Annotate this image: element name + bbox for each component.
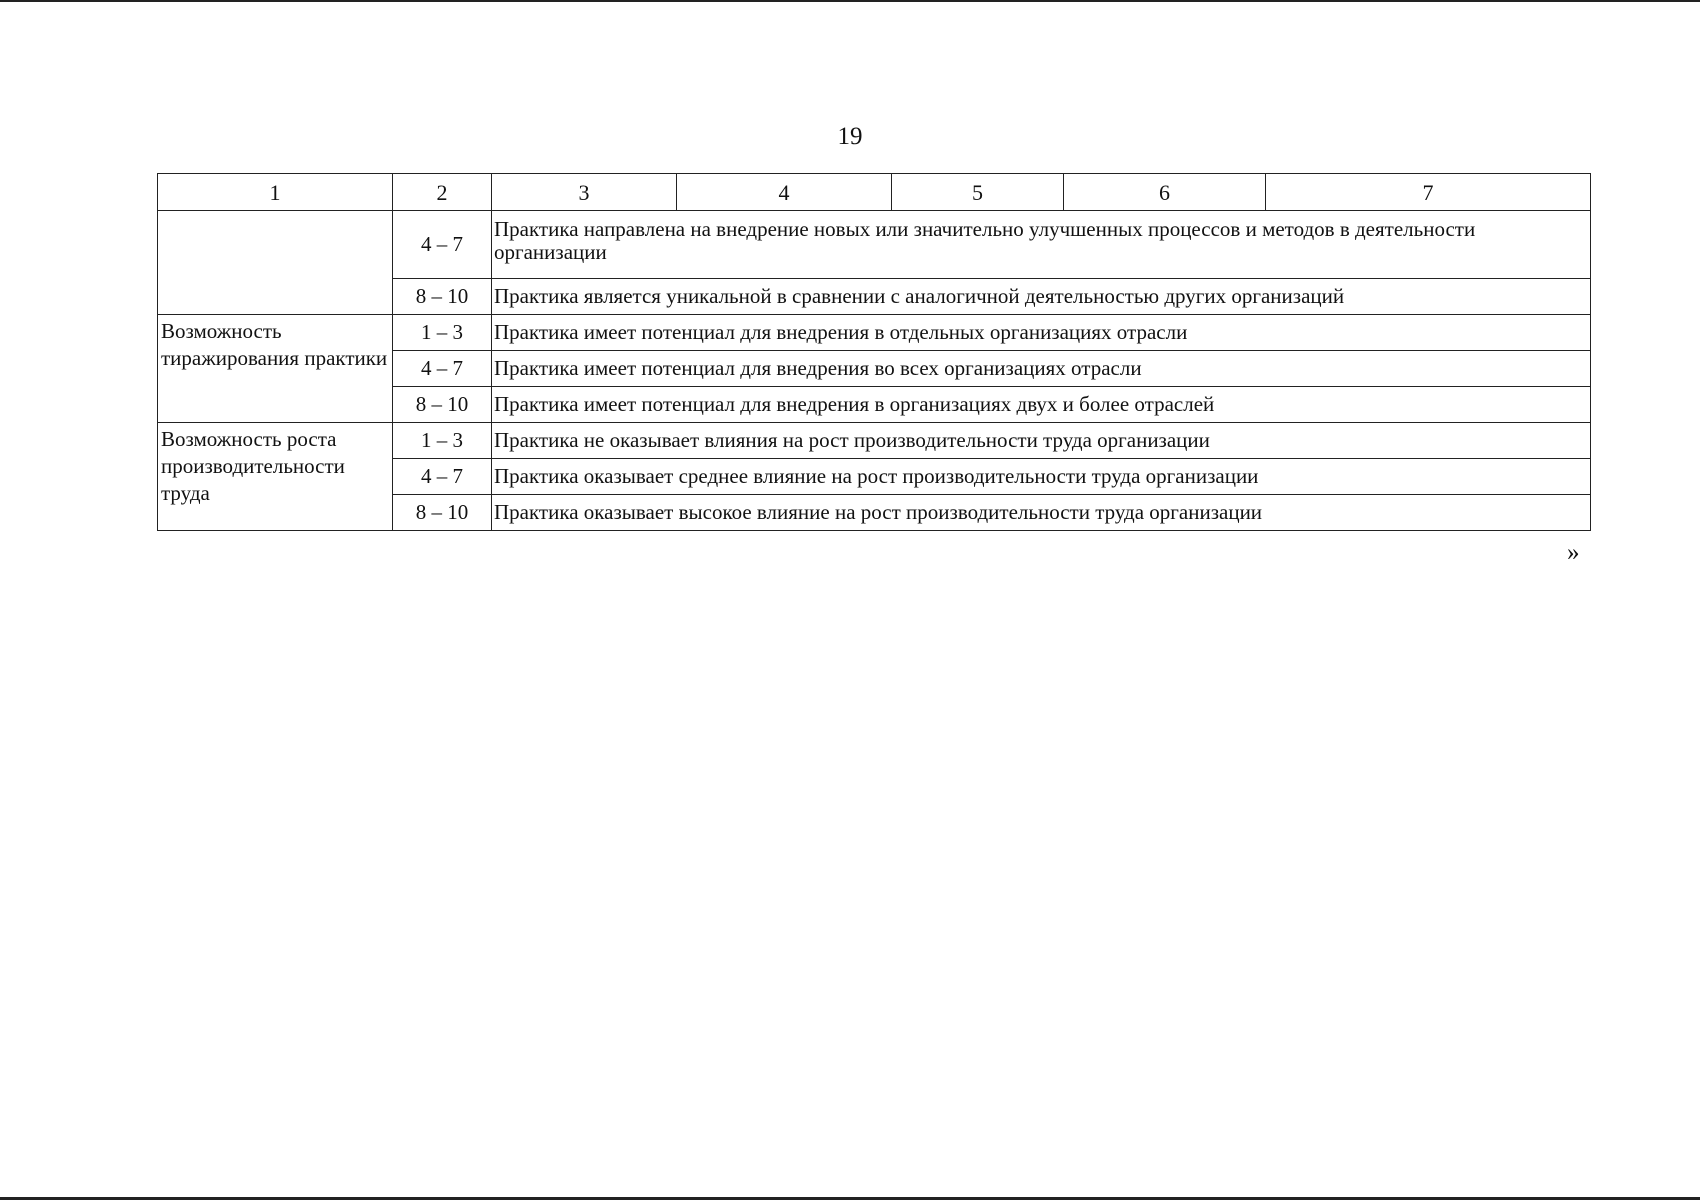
column-number-2: 2 — [393, 174, 492, 211]
criterion-cell — [158, 211, 393, 315]
score-description: Практика является уникальной в сравнении с аналогичной деятельностью других организаций — [492, 279, 1591, 315]
column-number-7: 7 — [1266, 174, 1591, 211]
score-range: 4 – 7 — [393, 351, 492, 387]
criterion-cell: Возможность тиражирования практики — [158, 315, 393, 423]
column-number-4: 4 — [677, 174, 892, 211]
page-top-edge — [0, 0, 1700, 2]
score-description: Практика имеет потенциал для внедрения в организациях двух и более отраслей — [492, 387, 1591, 423]
score-range: 4 – 7 — [393, 459, 492, 495]
score-range: 1 – 3 — [393, 315, 492, 351]
score-description: Практика не оказывает влияния на рост производительности труда организации — [492, 423, 1591, 459]
table-row — [158, 423, 1591, 459]
criterion-cell: Возможность роста производительности труда — [158, 423, 393, 531]
score-description: Практика оказывает высокое влияние на рост производительности труда организации — [492, 495, 1591, 531]
column-number-3: 3 — [492, 174, 677, 211]
table-header-row — [158, 174, 1591, 211]
table-row — [158, 315, 1591, 351]
score-range: 1 – 3 — [393, 423, 492, 459]
closing-quotation-mark: » — [1567, 539, 1580, 566]
score-description: Практика оказывает среднее влияние на рост производительности труда организации — [492, 459, 1591, 495]
score-range: 8 – 10 — [393, 387, 492, 423]
score-description: Практика имеет потенциал для внедрения в отдельных организациях отрасли — [492, 315, 1591, 351]
score-description: Практика имеет потенциал для внедрения во всех организациях отрасли — [492, 351, 1591, 387]
score-description: Практика направлена на внедрение новых или значительно улучшенных процессов и методов в деятельности организации — [492, 211, 1591, 279]
column-number-5: 5 — [892, 174, 1064, 211]
score-range: 4 – 7 — [393, 211, 492, 279]
column-number-1: 1 — [158, 174, 393, 211]
column-number-6: 6 — [1064, 174, 1266, 211]
criteria-table — [157, 173, 1591, 531]
table-row — [158, 211, 1591, 279]
score-range: 8 – 10 — [393, 495, 492, 531]
page-number: 19 — [837, 123, 863, 150]
score-range: 8 – 10 — [393, 279, 492, 315]
